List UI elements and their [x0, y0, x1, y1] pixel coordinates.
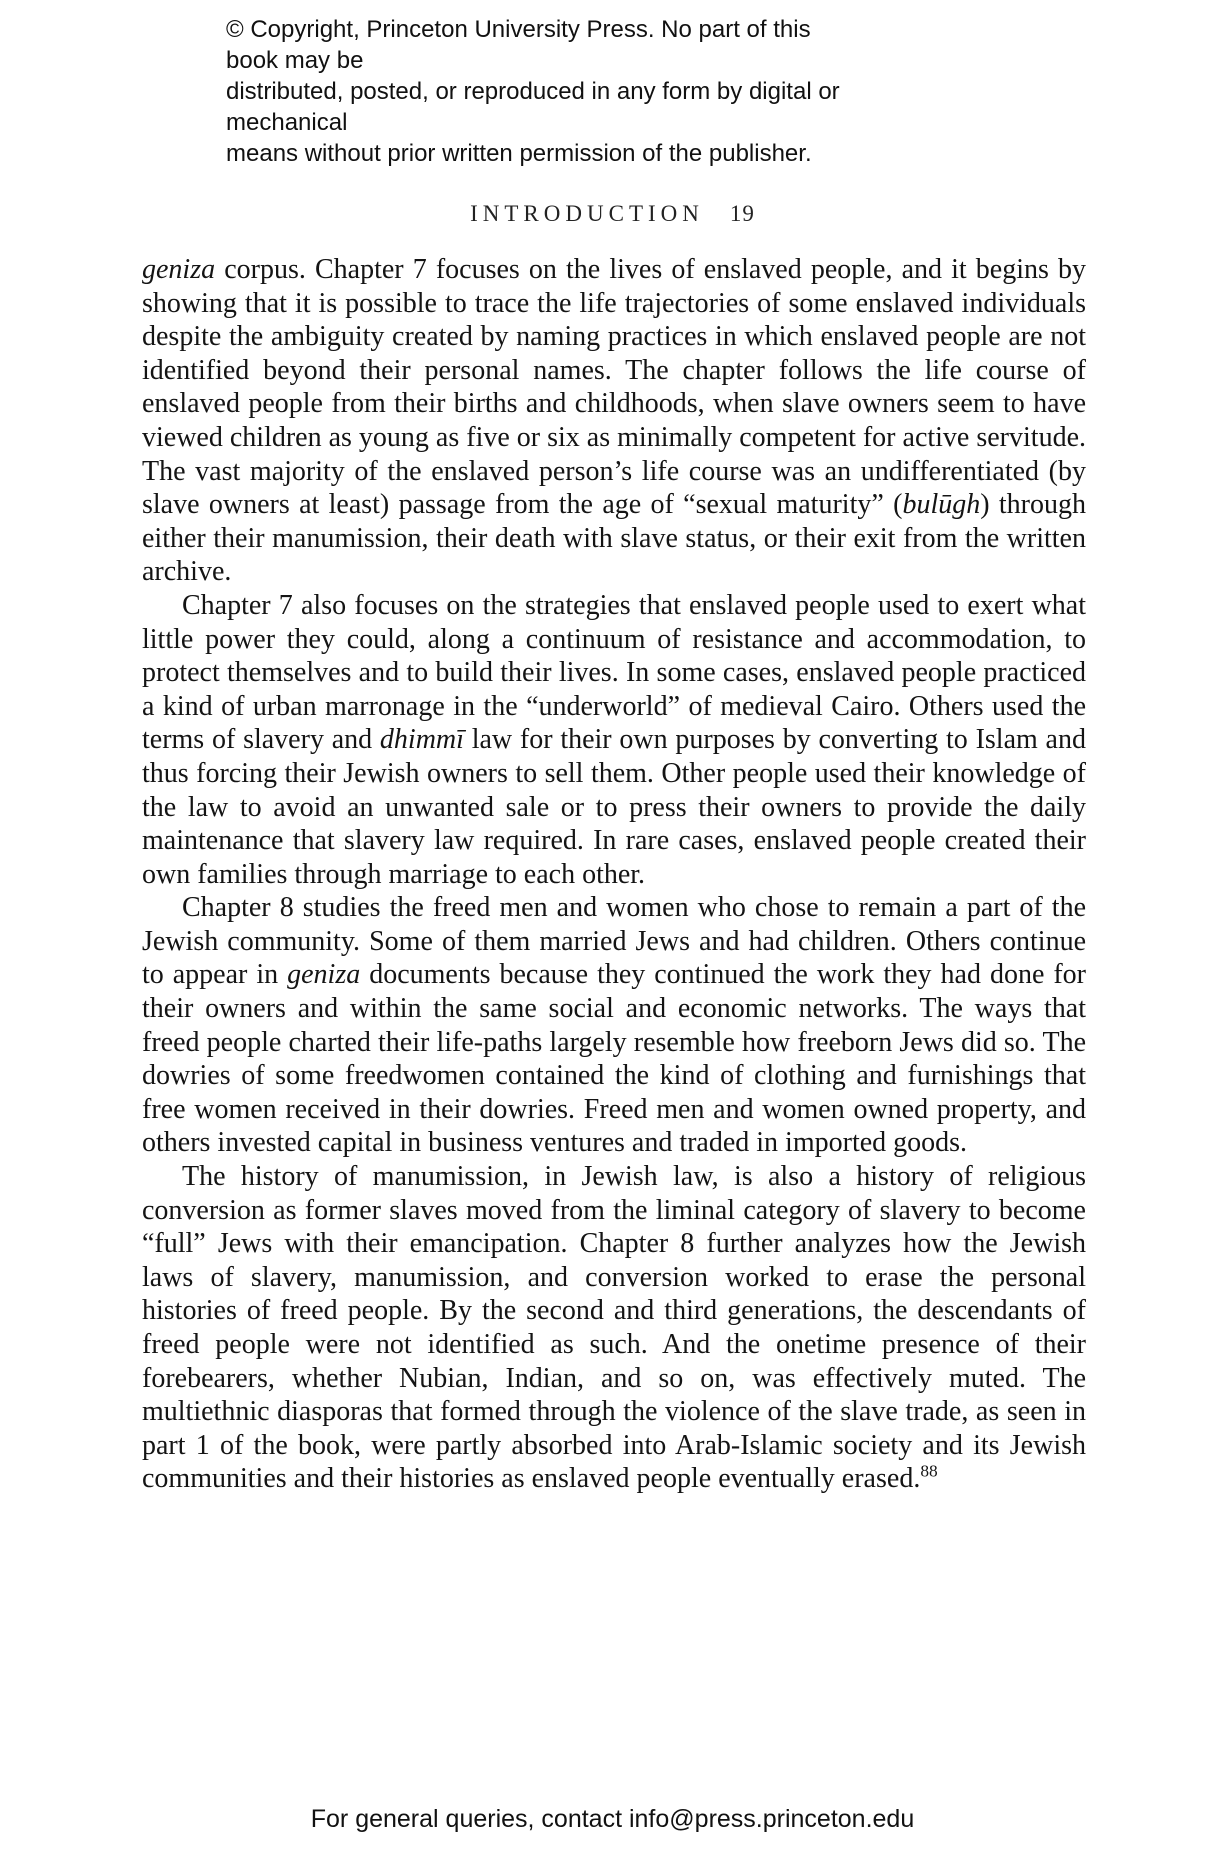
- copyright-line: © Copyright, Princeton University Press. No part of this book may be: [226, 16, 811, 74]
- text-run: documents because they continued the work they had done for their owners and within the same social and economic networks. The ways that freed people charted their life-paths largely resemble how freeborn Jews did so. The dowries of some freedwomen contained the kind of clothing and furnishings that free women received in their dowries. Freed men and women owned property, and others invested capital in business ventures and traded in imported goods.: [142, 959, 1086, 1159]
- chapter-title: INTRODUCTION: [470, 201, 704, 226]
- italic-term: dhimmī: [379, 724, 464, 756]
- footnote-reference: 88: [920, 1462, 938, 1482]
- running-header: [0, 201, 1225, 227]
- paragraph: [142, 253, 1086, 589]
- copyright-line: means without prior written permission of the publisher.: [226, 140, 812, 167]
- italic-term: bulūgh: [902, 489, 981, 521]
- paragraph: [142, 891, 1086, 1160]
- italic-term: geniza: [287, 959, 361, 991]
- text-run: Chapter 7 also focuses on the strategies that enslaved people used to exert what little power they could, along a continuum of resistance and accommodation, to protect themselves and to build their lives. In some cases, enslaved people practiced a kind of urban marronage in the “underworld” of medieval Cairo. Others used the terms of slavery and: [142, 589, 1086, 756]
- page-number: 19: [729, 201, 755, 226]
- text-run: corpus. Chapter 7 focuses on the lives of enslaved people, and it begins by showing that it is possible to trace the life trajectories of some enslaved individuals despite the ambiguity created by naming practices in which enslaved people are not identified beyond their personal names. The chapter follows the life course of enslaved people from their births and childhoods, when slave owners seem to have viewed children as young as five or six as minimally competent for active servitude. The vast majority of the enslaved person’s life course was an undifferentiated (by slave owners at least) passage from the age of “sexual maturity” (: [142, 254, 1086, 521]
- text-run: ) through either their manumission, their death with slave status, or their exit from the written archive.: [142, 489, 1086, 588]
- italic-term: geniza: [142, 254, 216, 285]
- copyright-line: distributed, posted, or reproduced in any form by digital or mechanical: [226, 78, 840, 136]
- body-text: [142, 253, 1086, 1496]
- text-run: Chapter 8 studies the freed men and women who chose to remain a part of the Jewish community. Some of them married Jews and had children. Others continue to appear in: [142, 892, 1086, 991]
- paragraph: [142, 589, 1086, 891]
- page-footer: [0, 1805, 1225, 1834]
- paragraph: [142, 1160, 1086, 1496]
- text-run: law for their own purposes by converting to Islam and thus forcing their Jewish owners to sell them. Other people used their knowledge of the law to avoid an unwanted sale or to press their owners to provide the daily maintenance that slavery law required. In rare cases, enslaved people created their own families through marriage to each other.: [142, 724, 1086, 890]
- text-run: The history of manumission, in Jewish law, is also a history of religious conversion as former slaves moved from the liminal category of slavery to become “full” Jews with their emancipation. Chapter 8 further analyzes how the Jewish laws of slavery, manumission, and conversion worked to erase the personal histories of freed people. By the second and third generations, the descendants of freed people were not identified as such. And the onetime presence of their forebearers, whether Nubian, Indian, and so on, was effectively muted. The multiethnic diasporas that formed through the violence of the slave trade, as seen in part 1 of the book, were partly absorbed into Arab-Islamic society and its Jewish communities and their histories as enslaved people eventually erased.: [142, 1161, 1086, 1495]
- copyright-notice: [226, 14, 866, 169]
- contact-line: For general queries, contact info@press.princeton.edu: [310, 1805, 915, 1833]
